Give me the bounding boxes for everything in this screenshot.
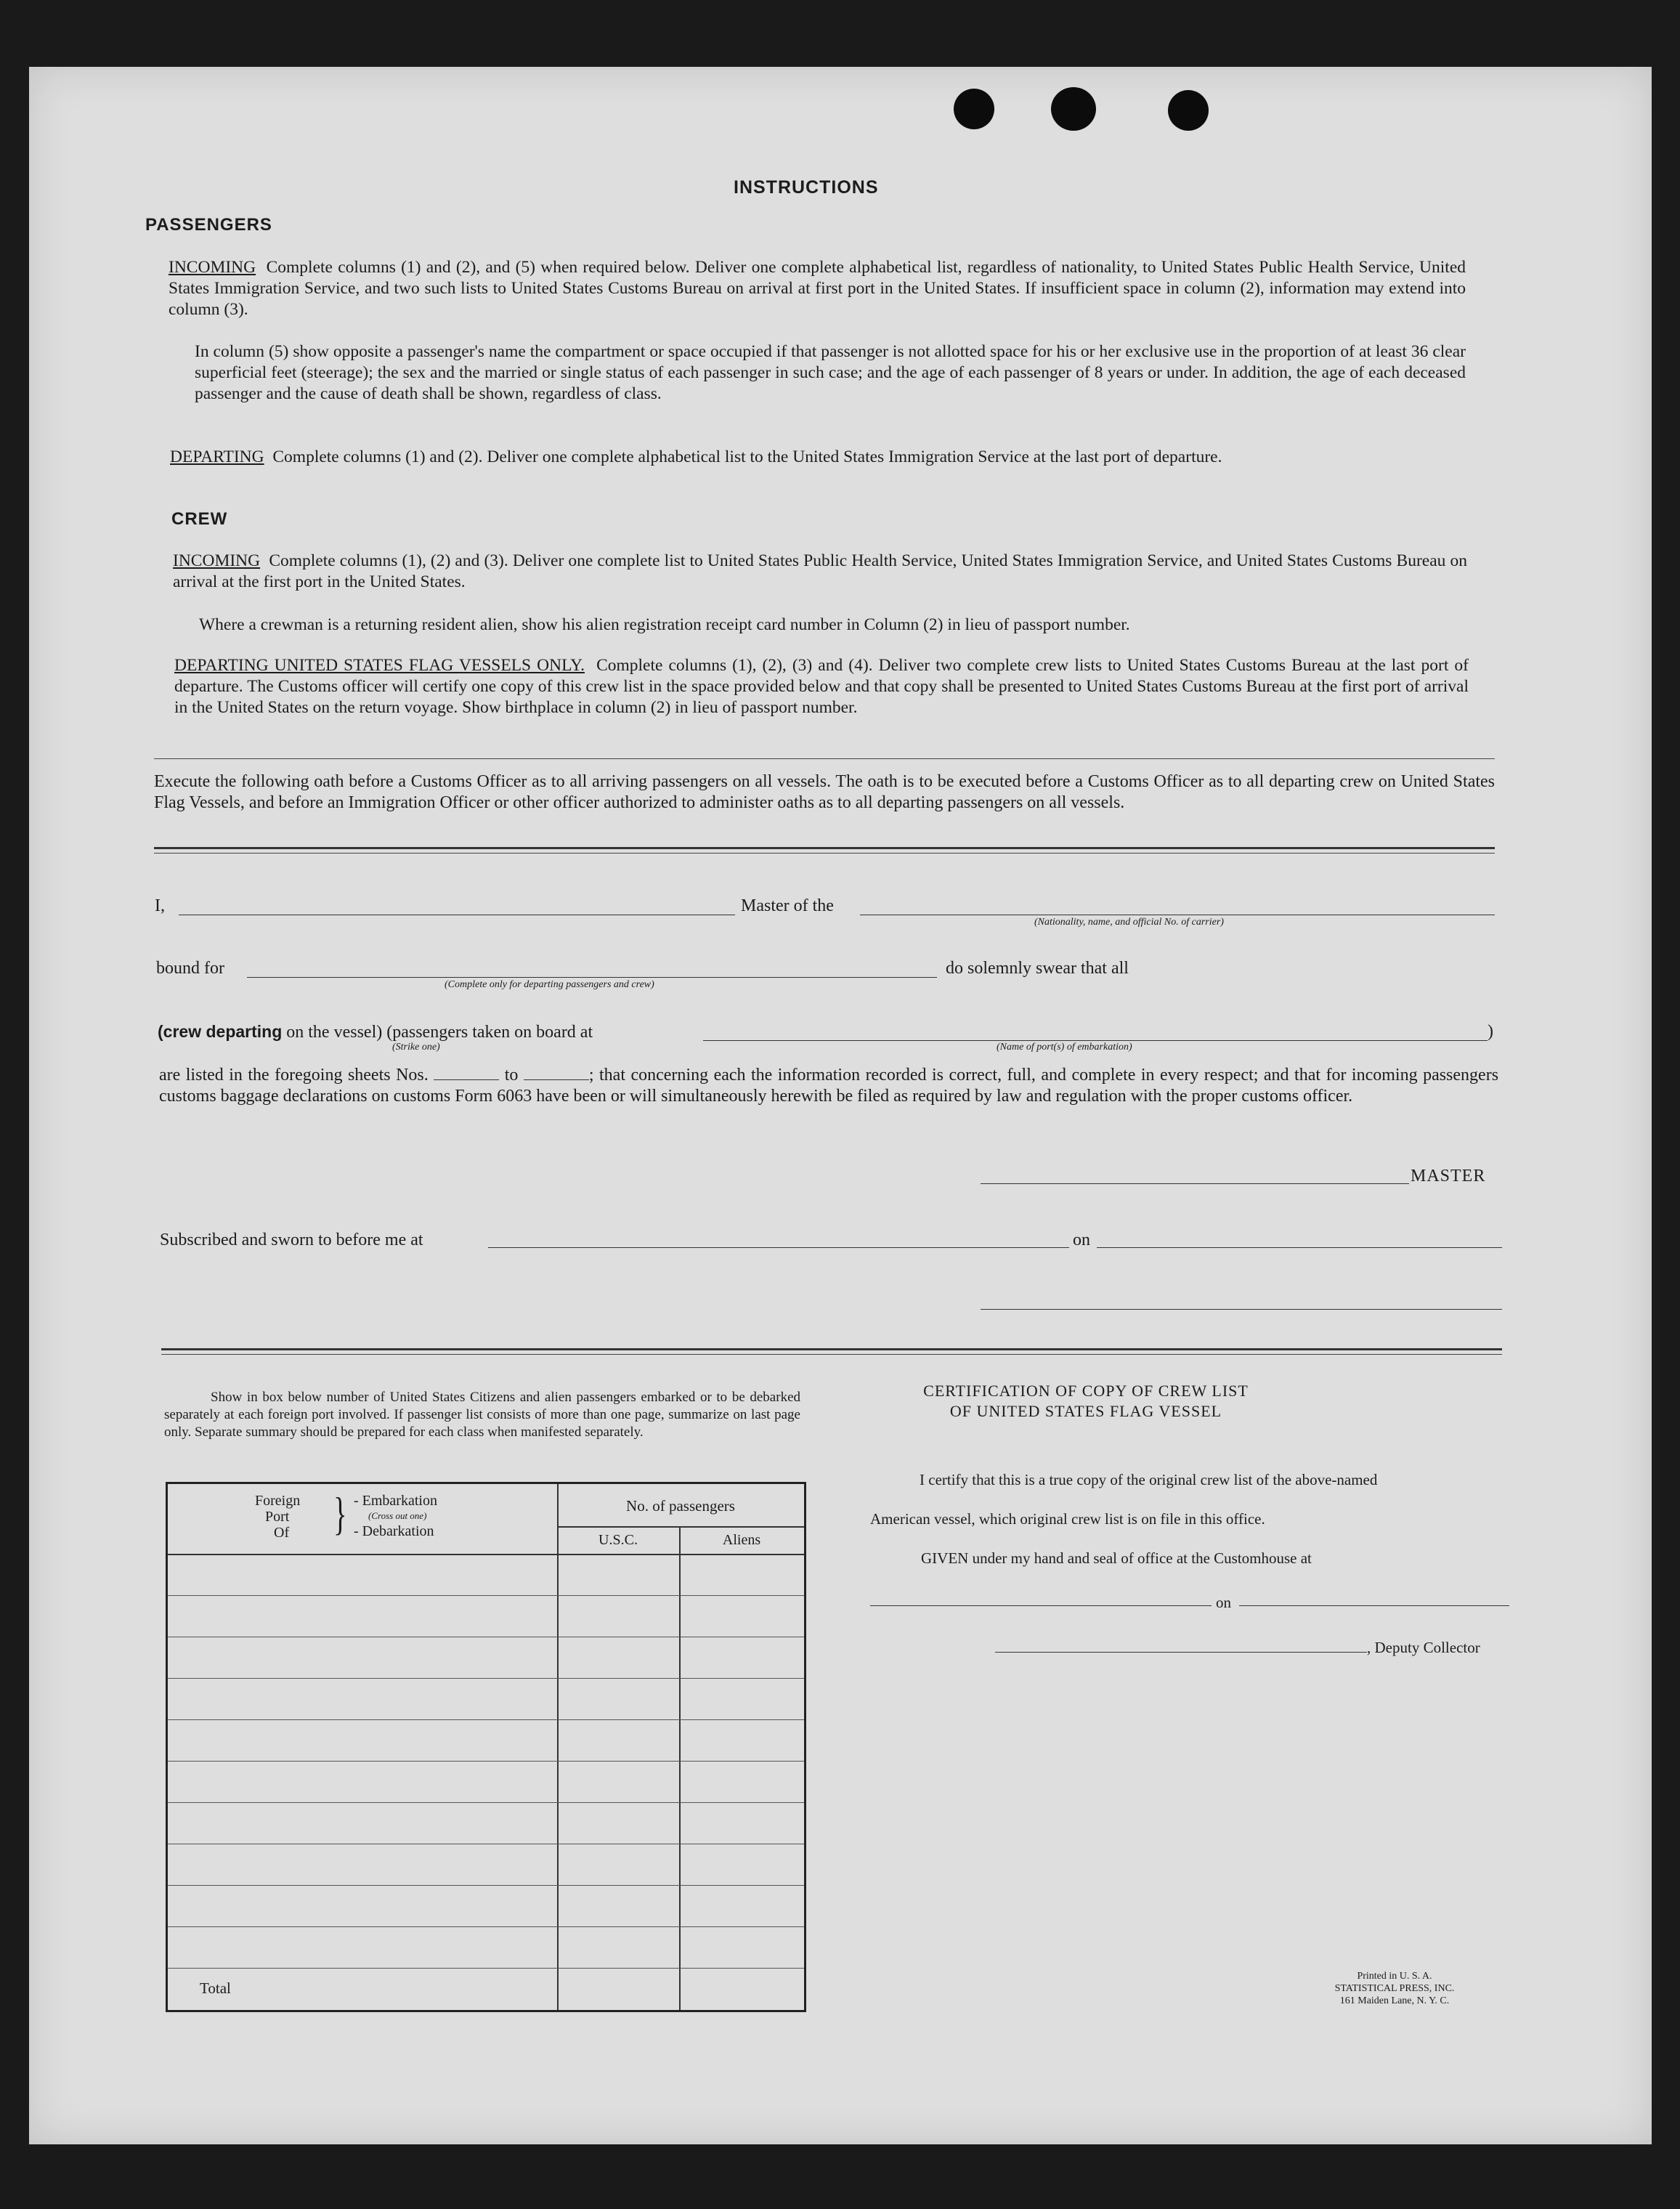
bound-for-caption: (Complete only for departing passengers and crew) [445,979,654,990]
table-subheader-divider [557,1526,804,1528]
printer-line-1: Printed in U. S. A. [1357,1971,1432,1982]
port-label: Port [265,1509,290,1525]
foreign-label: Foreign [255,1493,301,1509]
passengers-heading: PASSENGERS [145,215,272,235]
bound-for-label: bound for [156,959,224,978]
listed-in-text: are listed in the foregoing sheets Nos. [159,1066,429,1085]
total-label: Total [200,1979,231,1997]
certification-title-1: CERTIFICATION OF COPY OF CREW LIST [923,1382,1249,1400]
punch-hole-3 [1168,90,1209,131]
embarkation-label: - Embarkation [354,1493,437,1509]
printer-mark [1286,1970,1504,2007]
divider-bottom [161,1348,1502,1350]
crew-departing-line [158,1022,593,1042]
given-text: GIVEN under my hand and seal of office at the Customhouse at [921,1549,1312,1567]
table-row[interactable] [168,1926,804,1927]
printer-line-3: 161 Maiden Lane, N. Y. C. [1339,1995,1450,2006]
officer-signature-line[interactable] [981,1309,1502,1310]
crew-incoming-paragraph [173,551,1467,593]
bound-for-line[interactable] [247,977,937,978]
table-row[interactable] [168,1968,804,1969]
embarkation-port-line[interactable] [703,1040,1488,1041]
divider-bottom-2 [161,1354,1502,1355]
strike-one-caption: (Strike one) [392,1042,440,1053]
sheet-to-field[interactable] [524,1066,589,1080]
summary-instructions: Show in box below number of United States Citizens and alien passengers embarked or to be debarked separately at each foreign port involved. If passenger list consists of more than one page, summarize on last page only. Separate summary should be prepared for each class when manifested separately. [164,1390,800,1440]
table-row[interactable] [168,1595,804,1596]
of-label: Of [274,1525,290,1541]
subscribed-label: Subscribed and sworn to before me at [160,1231,423,1249]
cross-out-label: (Cross out one) [368,1510,427,1521]
oath-i-label: I, [155,896,165,915]
carrier-caption: (Nationality, name, and official No. of carrier) [1034,917,1224,928]
to-label: to [504,1066,519,1085]
table-row[interactable] [168,1885,804,1886]
crew-alien-paragraph: Where a crewman is a returning resident alien, show his alien registration receipt card number in Column (2) in lieu of passport number. [199,615,1130,634]
ports-caption: (Name of port(s) of embarkation) [997,1042,1132,1053]
crew-departing-bold: (crew departing [158,1022,283,1041]
crew-departing-text: Complete columns (1), (2), (3) and (4). Deliver two complete crew lists to United States Customs Bureau at the last port of departure. The Customs officer will certify one copy of this crew list in the space provided below and that copy shall be presented to United States Customs Bureau at the first port of arrival in the United States on the return voyage. Show birthplace in column (2) in lieu of passport number. [174,656,1469,717]
passengers-incoming-label: INCOMING [169,258,256,277]
deputy-collector-label: , Deputy Collector [1367,1639,1480,1656]
table-row[interactable] [168,1678,804,1679]
crew-heading: CREW [171,509,228,529]
divider-top [154,758,1495,759]
crew-incoming-text: Complete columns (1), (2) and (3). Deliver one complete list to United States Public Health Service, United States Immigration Service, and United States Customs Bureau on arrival at the first port in the United States. [173,551,1468,591]
passengers-departing-label: DEPARTING [170,447,264,466]
punch-hole-1 [954,89,994,129]
crew-departing-paragraph [174,655,1469,718]
certification-title-2: OF UNITED STATES FLAG VESSEL [949,1402,1222,1420]
subscribed-place-line[interactable] [488,1247,1069,1248]
certification-date-line[interactable] [1239,1605,1509,1606]
aliens-header: Aliens [722,1532,761,1548]
divider-oath-top [154,847,1495,849]
deputy-signature-line[interactable] [995,1652,1367,1653]
usc-header: U.S.C. [598,1532,638,1548]
master-of-the-label: Master of the [741,896,834,915]
table-col-divider-2 [679,1526,681,2010]
table-header-divider [168,1554,804,1555]
crew-departing-label: DEPARTING UNITED STATES FLAG VESSELS ONLY. [174,656,585,675]
oath-intro: Execute the following oath before a Customs Officer as to all arriving passengers on all vessels. The oath is to be executed before a Customs Officer as to all departing crew on United States Flag Vessels, and before an Immigration Officer or other officer authorized to administer oaths as to all departing passengers on all vessels. [154,772,1495,812]
table-row[interactable] [168,1802,804,1803]
table-row[interactable] [168,1761,804,1762]
master-label: MASTER [1411,1167,1486,1185]
divider-oath-top-2 [154,853,1495,854]
crew-incoming-label: INCOMING [173,551,261,570]
concerning-text: ; that concerning each the information recorded is correct, full, and complete in every respect; and that for incoming passengers customs baggage declarations on customs Form 6063 have been or will simultaneously herewith be filed as required by law and regulation with the proper customs officer. [159,1066,1499,1106]
summary-table [166,1482,806,2012]
certify-text-1: I certify that this is a true copy of the original crew list of the above-named [920,1471,1378,1488]
passengers-incoming-text: Complete columns (1) and (2), and (5) when required below. Deliver one complete alphabetical list, regardless of nationality, to United States Public Health Service, United States Immigration Service, and two such lists to United States Customs Bureau on arrival at first port in the United States. If insufficient space in column (2), information may extend into column (3). [169,258,1466,319]
passengers-column5-paragraph: In column (5) show opposite a passenger's name the compartment or space occupied if that passenger is not allotted space for his or her exclusive use in the proportion of at least 36 clear superficial feet (steerage); the sex and the married or single status of each passenger in such case; and the age of each passenger of 8 years or under. In addition, the age of each deceased passenger and the cause of death shall be shown, regardless of class. [195,342,1466,403]
sheets-paragraph [159,1065,1498,1107]
customhouse-place-line[interactable] [870,1605,1212,1606]
close-paren: ) [1488,1022,1493,1041]
subscribed-date-line[interactable] [1097,1247,1502,1248]
debarkation-label: - Debarkation [354,1523,434,1539]
printer-line-2: STATISTICAL PRESS, INC. [1334,1983,1455,1994]
certify-text-2: American vessel, which original crew list is on file in this office. [870,1510,1265,1528]
certification-on-label: on [1216,1594,1231,1611]
on-the-vessel-text: on the vessel) (passengers taken on board at [286,1023,593,1042]
brace-icon: } [333,1488,347,1539]
sheet-from-field[interactable] [434,1066,499,1080]
subscribed-on-label: on [1073,1231,1090,1249]
passengers-departing-paragraph [170,447,1466,468]
master-signature-line[interactable] [981,1183,1409,1184]
no-of-passengers-label: No. of passengers [626,1497,735,1515]
punch-hole-2 [1051,87,1096,131]
table-col-divider-1 [557,1484,559,2010]
passengers-incoming-paragraph [169,257,1466,320]
swear-text: do solemnly swear that all [946,959,1129,978]
page-title: INSTRUCTIONS [734,177,879,198]
passengers-departing-text: Complete columns (1) and (2). Deliver one complete alphabetical list to the United States Immigration Service at the last port of departure. [272,447,1222,466]
table-row[interactable] [168,1719,804,1720]
